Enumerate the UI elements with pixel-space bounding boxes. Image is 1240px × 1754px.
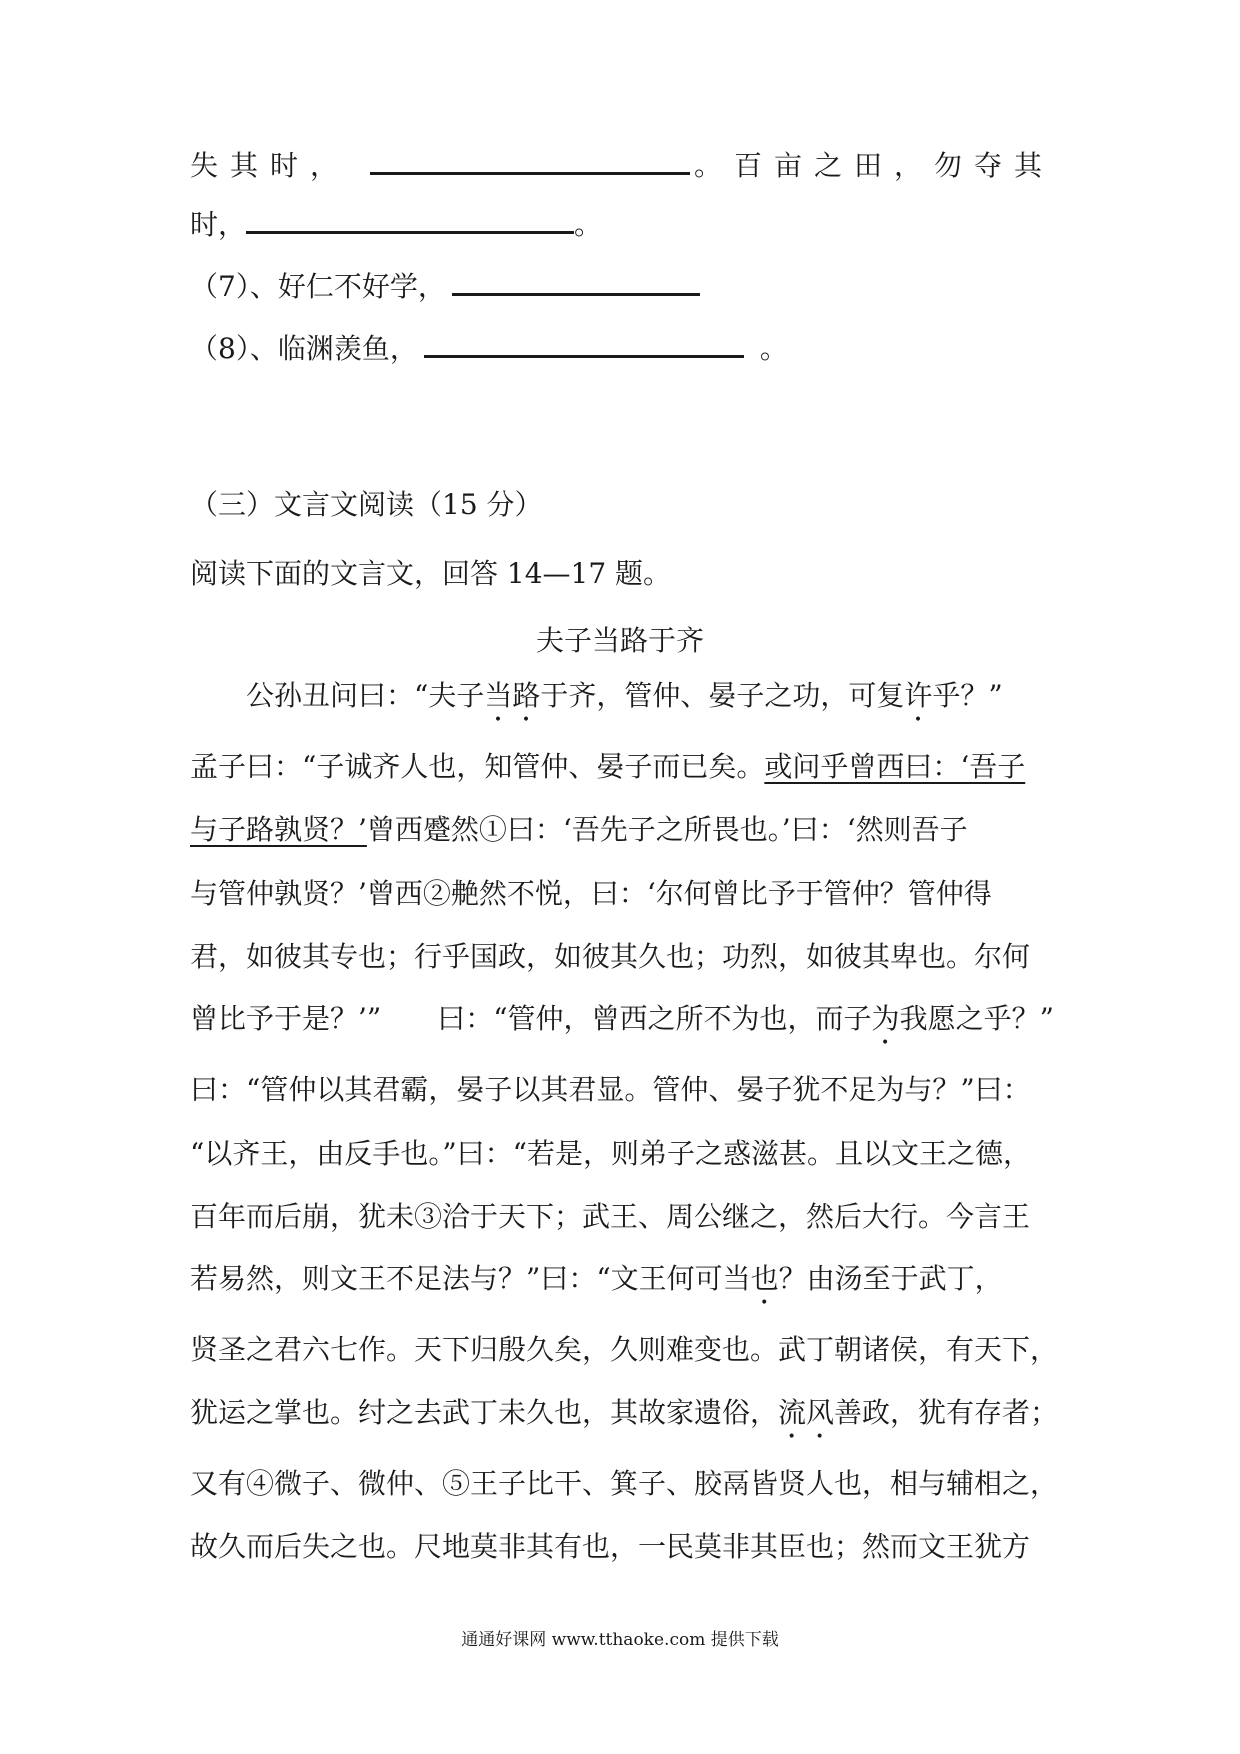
- passage-title: 夫子当路于齐: [535, 624, 704, 657]
- text: 犹运之掌也。纣之去武丁未久也，其故家遗俗，: [190, 1396, 779, 1429]
- passage-line-9: 百年而后崩，犹未③洽于天下；武王、周公继之，然后大行。今言王: [190, 1200, 1031, 1233]
- passage-line-3: [190, 810, 1050, 850]
- text: 时，: [190, 208, 247, 241]
- text: 曾西蹙然①曰：‘吾先子之所畏也。’曰：‘然则吾子: [366, 813, 968, 846]
- underlined-text: 与子路孰贤？’: [190, 813, 367, 846]
- emphasized-text: 也: [750, 1262, 779, 1295]
- emphasized-text: 当路: [484, 679, 541, 712]
- text: 曾比予于是？’” 曰：“管仲，曾西之所不为也，而子: [190, 1002, 872, 1035]
- question-8: [190, 329, 1050, 369]
- passage-line-12: [190, 1393, 1059, 1445]
- emphasized-text: 流风: [778, 1396, 835, 1429]
- text: ？由汤至于武丁，: [778, 1262, 1003, 1295]
- text: 于齐，管仲、晏子之功，可复: [540, 679, 905, 712]
- answer-blank[interactable]: [452, 269, 700, 296]
- passage-line-5: 君，如彼其专也；行乎国政，如彼其久也；功烈，如彼其卑也。尔何: [190, 940, 1031, 973]
- passage-line-4: 与管仲孰贤？’曾西②艴然不悦，曰：‘尔何曾比予于管仲？管仲得: [190, 877, 992, 910]
- passage-line-10: [190, 1259, 1050, 1311]
- passage-line-6: [190, 999, 1054, 1051]
- passage-line-7: 曰：“管仲以其君霸，晏子以其君显。管仲、晏子犹不足为与？”曰：: [190, 1073, 1031, 1106]
- page-footer: 通通好课网 www.tthaoke.com 提供下载: [461, 1630, 779, 1650]
- passage-line-2: [190, 747, 1050, 787]
- question-7: [190, 267, 1050, 307]
- passage-line-11: 贤圣之君六七作。天下归殷久矣，久则难变也。武丁朝诸侯，有天下，: [190, 1333, 1059, 1366]
- section-instruction: 阅读下面的文言文，回答 14—17 题。: [190, 557, 672, 590]
- text: 。: [574, 208, 603, 241]
- question-8-label: （8）、临渊羡鱼，: [190, 332, 418, 365]
- text: 。百亩之田，勿夺其: [694, 149, 1055, 182]
- text: 我愿之乎？”: [899, 1002, 1054, 1035]
- passage-line-14: 故久而后失之也。尺地莫非其有也，一民莫非其臣也；然而文王犹方: [190, 1530, 1031, 1563]
- fill-in-line-2: [190, 205, 1050, 245]
- passage-line-8: “以齐王，由反手也。”曰：“若是，则弟子之惑滋甚。且以文王之德，: [190, 1137, 1031, 1170]
- answer-blank[interactable]: [370, 148, 690, 175]
- underlined-text: 或问乎曾西曰：‘吾子: [764, 750, 1026, 783]
- text: 善政，犹有存者；: [834, 1396, 1059, 1429]
- passage-line-1: [190, 676, 1050, 728]
- section-heading: （三）文言文阅读（15 分）: [190, 488, 543, 521]
- text: 。: [759, 332, 788, 365]
- passage-line-13: 又有④微子、微仲、⑤王子比干、箕子、胶鬲皆贤人也，相与辅相之，: [190, 1467, 1059, 1500]
- emphasized-text: 许: [904, 679, 933, 712]
- emphasized-text: 为: [871, 1002, 900, 1035]
- text: 孟子曰：“子诚齐人也，知管仲、晏子而已矣。: [190, 750, 765, 783]
- question-7-label: （7）、好仁不好学，: [190, 270, 446, 303]
- fill-in-line-1: [190, 146, 1055, 186]
- answer-blank[interactable]: [246, 207, 574, 234]
- text: 失其时，: [190, 149, 351, 182]
- text: 若易然，则文王不足法与？”曰：“文王何可当: [190, 1262, 751, 1295]
- answer-blank[interactable]: [424, 331, 744, 358]
- text: 公孙丑问曰：“夫子: [246, 679, 485, 712]
- text: 乎？”: [932, 679, 1003, 712]
